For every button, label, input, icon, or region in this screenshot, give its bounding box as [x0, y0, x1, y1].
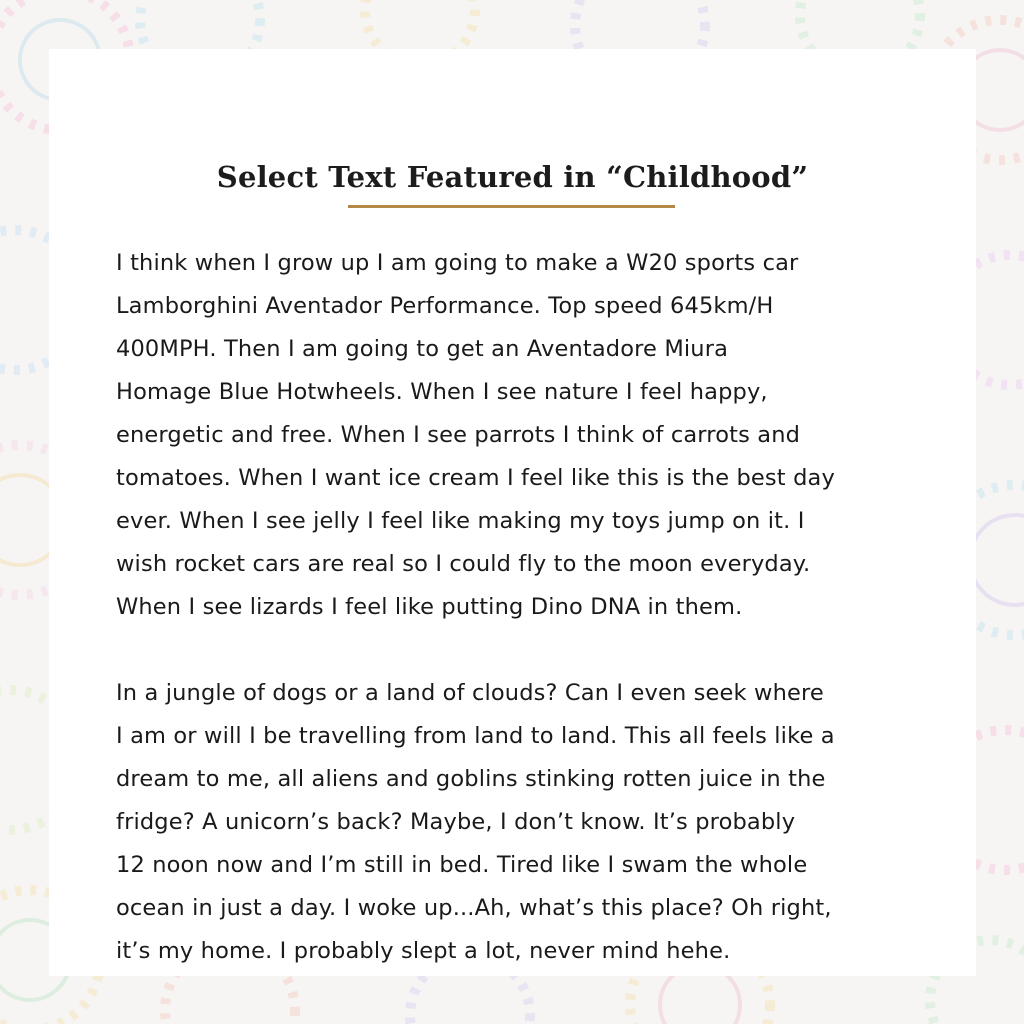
text-line: tomatoes. When I want ice cream I feel like this is the best day	[116, 465, 835, 491]
text-line: Lamborghini Aventador Performance. Top speed 645km/H	[116, 293, 774, 319]
text-line: 400MPH. Then I am going to get an Aventadore Miura	[116, 336, 729, 362]
text-line: dream to me, all aliens and goblins stinking rotten juice in the	[116, 766, 826, 792]
text-line: energetic and free. When I see parrots I think of carrots and	[116, 422, 801, 448]
text-line: I am or will I be travelling from land to land. This all feels like a	[116, 723, 835, 749]
text-card	[49, 49, 976, 976]
card-title: Select Text Featured in “Childhood”	[216, 160, 809, 194]
text-line: fridge? A unicorn’s back? Maybe, I don’t know. It’s probably	[116, 809, 796, 835]
text-line: wish rocket cars are real so I could fly to the moon everyday.	[116, 551, 811, 577]
text-line: ocean in just a day. I woke up...Ah, what’s this place? Oh right,	[116, 895, 832, 921]
text-line: In a jungle of dogs or a land of clouds? Can I even seek where	[116, 680, 824, 706]
title-underline-rule	[348, 205, 675, 208]
text-line: it’s my home. I probably slept a lot, never mind hehe.	[116, 938, 731, 964]
text-line: ever. When I see jelly I feel like making my toys jump on it. I	[116, 508, 805, 534]
paragraph-1	[116, 242, 916, 629]
text-line: 12 noon now and I’m still in bed. Tired like I swam the whole	[116, 852, 808, 878]
paragraph-2	[116, 672, 916, 973]
text-line: Homage Blue Hotwheels. When I see nature I feel happy,	[116, 379, 768, 405]
text-line: When I see lizards I feel like putting Dino DNA in them.	[116, 594, 743, 620]
text-line: I think when I grow up I am going to make a W20 sports car	[116, 250, 799, 276]
